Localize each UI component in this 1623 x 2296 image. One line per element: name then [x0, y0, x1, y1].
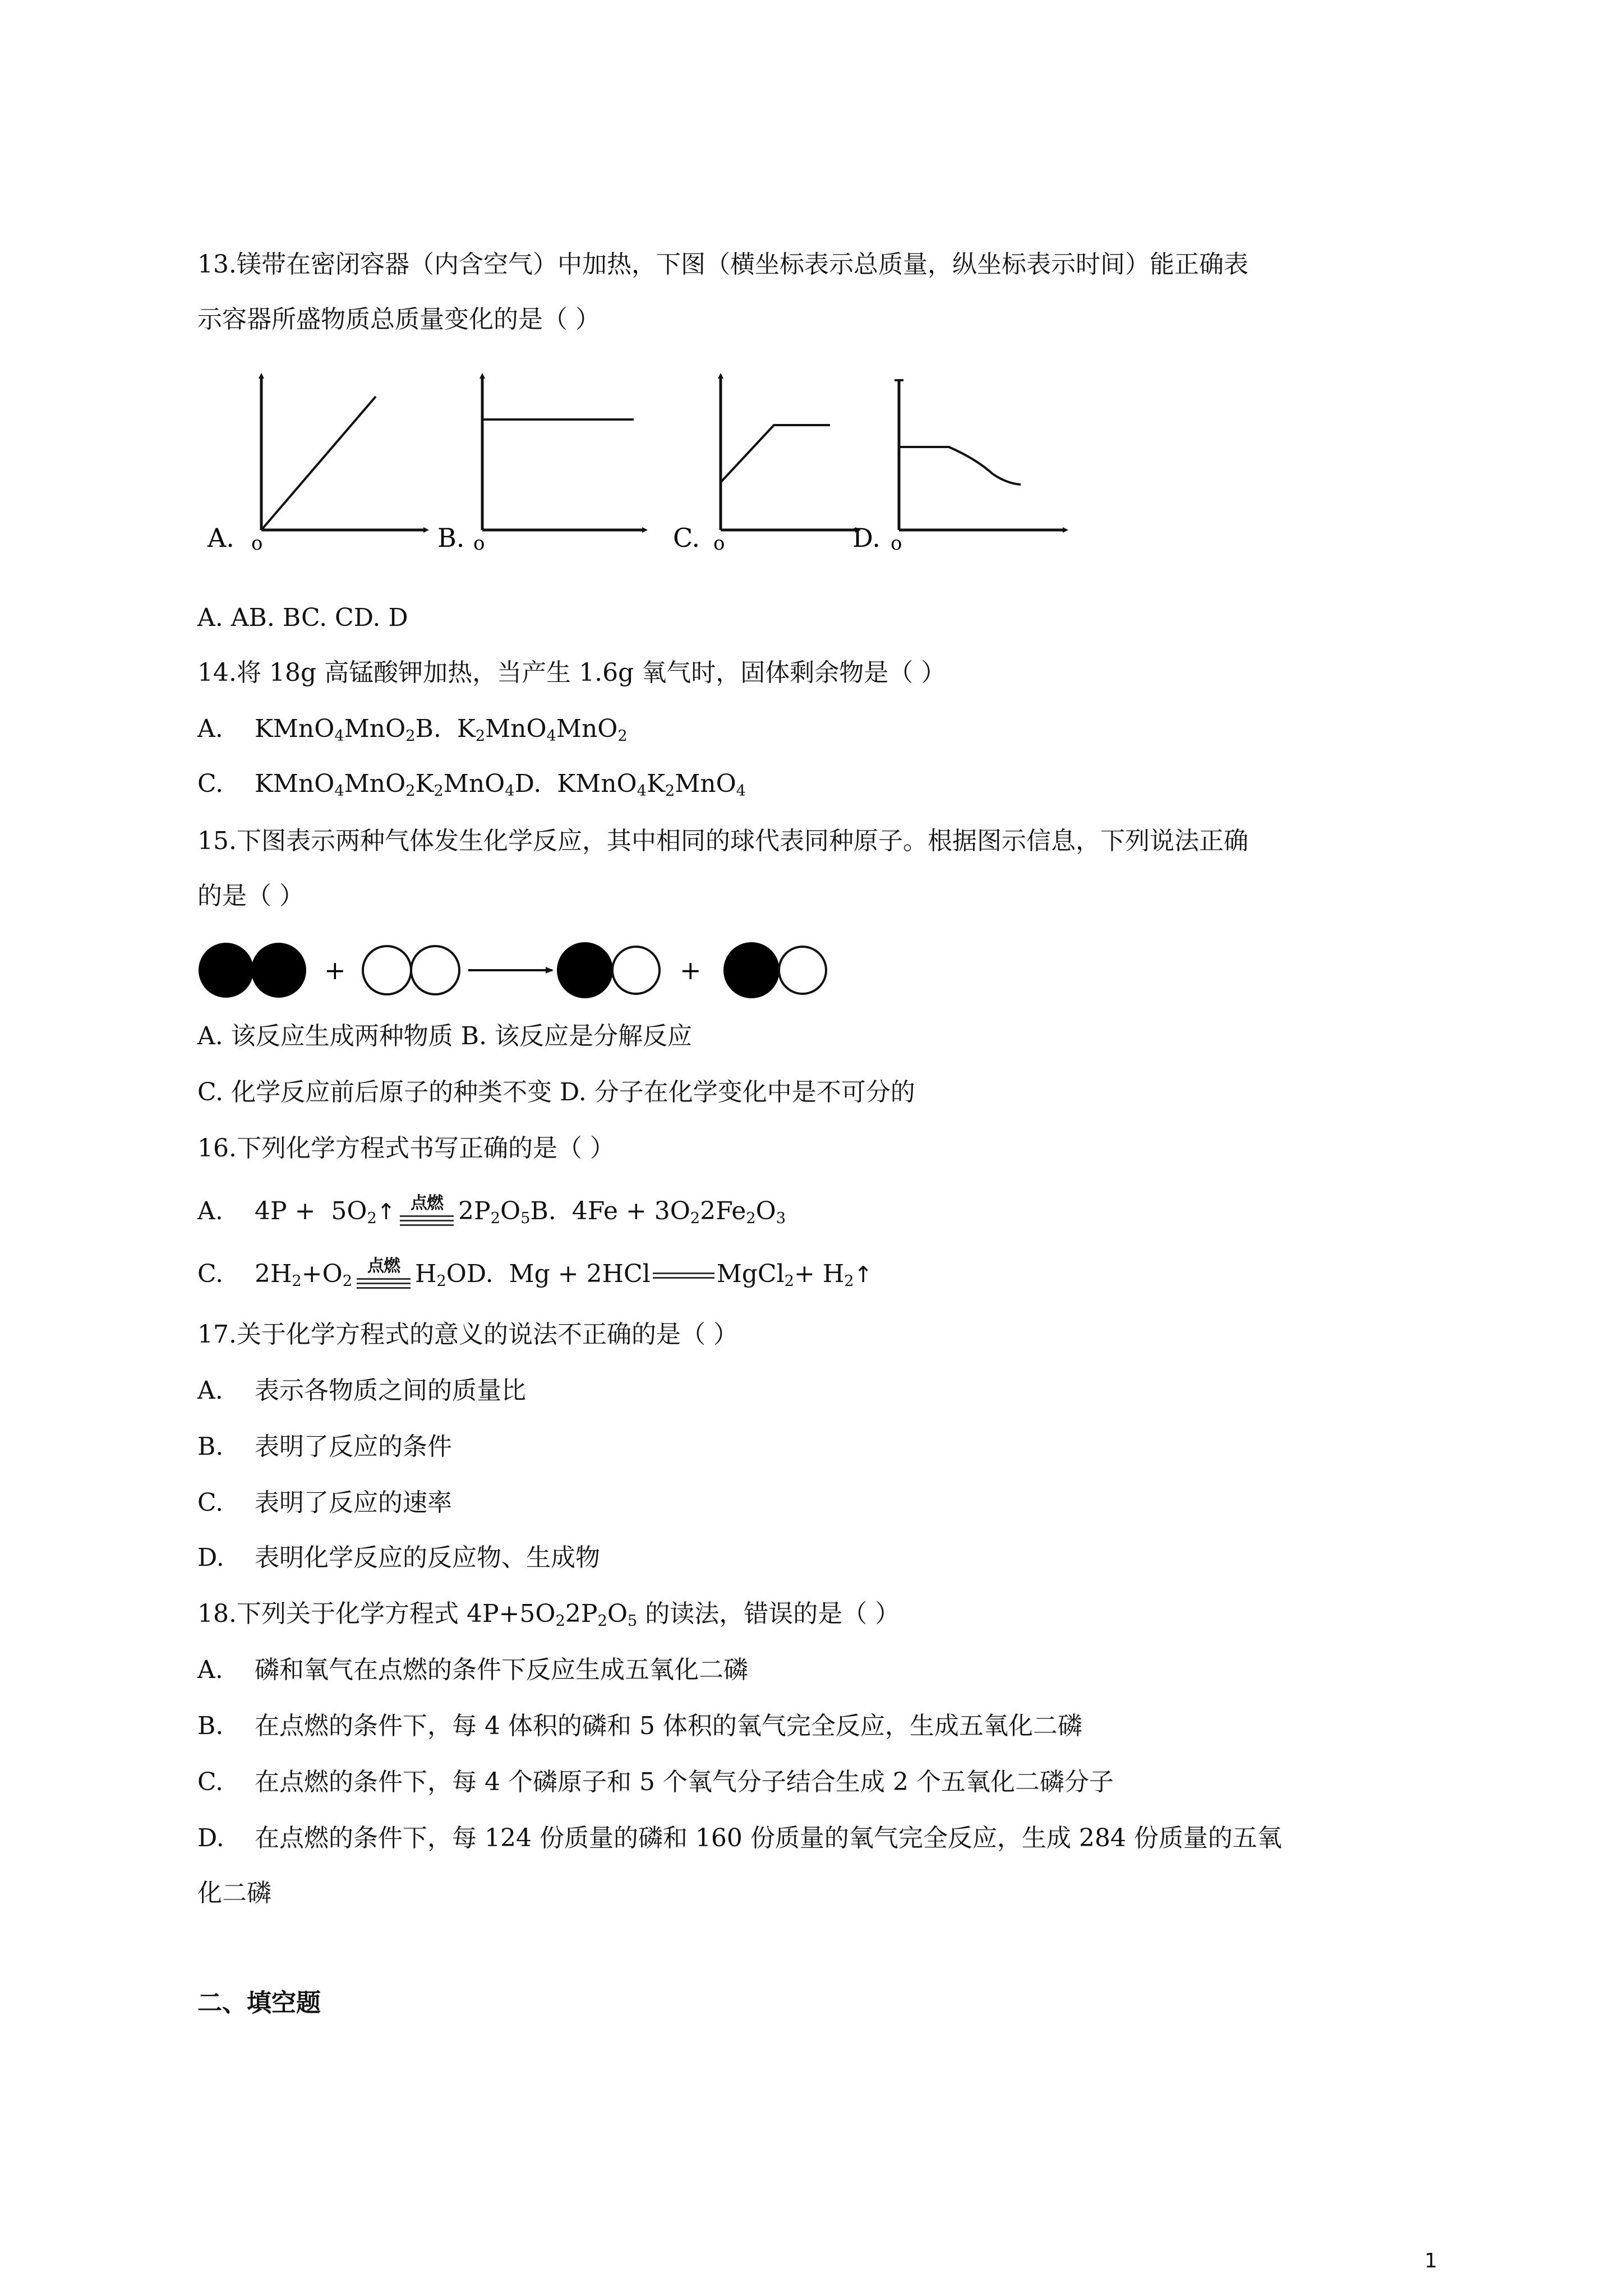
graph-a — [207, 376, 426, 555]
molecule-black-white-1 — [558, 943, 660, 997]
graph-d-origin: o — [891, 532, 902, 555]
q18-stem: 18.下列关于化学方程式 $4P+5O_22P_2O_5$ 的读法，错误的是（ ） — [197, 1599, 900, 1630]
graph-c — [673, 376, 858, 555]
q15-stem-line2: 的是（ ） — [197, 882, 304, 910]
q13-options: A. AB. BC. CD. D — [197, 603, 408, 632]
equals-sign — [653, 1270, 714, 1281]
q14-stem: 14.将 18g 高锰酸钾加热，当产生 1.6g 氧气时，固体剩余物是（ ） — [197, 658, 946, 687]
q17-option-d: D. 表明化学反应的反应物、生成物 — [197, 1543, 600, 1572]
graph-d — [852, 380, 1066, 555]
q18-option-a: A. 磷和氧气在点燃的条件下反应生成五氧化二磷 — [197, 1656, 748, 1684]
q17-option-a: A. 表示各物质之间的质量比 — [197, 1376, 526, 1405]
graph-b — [437, 376, 645, 555]
q18-option-d: D. 在点燃的条件下，每 124 份质量的磷和 160 份质量的氧气完全反应，生成 284 份质量的五氧 — [197, 1824, 1282, 1852]
graph-d-label: D. — [852, 523, 880, 553]
graph-c-origin: o — [713, 532, 725, 555]
q16-opt-a-label: A. — [197, 1197, 223, 1225]
q13-graphs — [191, 365, 1077, 561]
molecule-black-black — [200, 944, 305, 997]
molecule-white-white — [363, 946, 459, 994]
q14-opt-d-label: D. — [514, 769, 542, 798]
q16-stem: 16.下列化学方程式书写正确的是（ ） — [197, 1134, 615, 1163]
q16-options-cd: C. $2H_2+O_2$ 点燃 $H_2OD$. Mg + 2HCl MgCl$_2$+ $H_2↑$ — [197, 1257, 873, 1294]
q17-option-b: B. 表明了反应的条件 — [197, 1432, 452, 1461]
q18-option-c: C. 在点燃的条件下，每 4 个磷原子和 5 个氧气分子结合生成 2 个五氧化二磷分子 — [197, 1768, 1114, 1796]
q14-opt-c-label: C. — [197, 769, 224, 798]
q13-stem-line1: 13.镁带在密闭容器（内含空气）中加热，下图（横坐标表示总质量，纵坐标表示时间）能正确表 — [197, 250, 1248, 279]
graph-c-label: C. — [673, 523, 700, 553]
q18-option-b: B. 在点燃的条件下，每 4 体积的磷和 5 体积的氧气完全反应，生成五氧化二磷 — [197, 1712, 1082, 1740]
q13-stem-line2: 示容器所盛物质总质量变化的是（ ） — [197, 305, 600, 334]
q16-options-ab: A. $4P + 5O_2↑$ 点燃 $2P_2O_5B$. $4Fe + 3O_22Fe_2O_3$ — [197, 1195, 786, 1231]
q14-opt-b-label: B. — [415, 714, 441, 743]
section-title: 二、填空题 — [197, 1989, 321, 2017]
q18-option-d-cont: 化二磷 — [197, 1879, 271, 1907]
q14-options-ab: A. KMnO$_4$MnO$_2$B. $K_2MnO_4MnO_2$ — [197, 712, 628, 746]
graph-a-label: A. — [208, 523, 234, 553]
page-number: 1 — [1424, 2249, 1437, 2272]
q14-options-cd: C. $KMnO_4MnO_2K_2MnO_4D$. $KMnO_4K_2MnO_4$ — [197, 767, 746, 801]
reaction-condition-ignite: 点燃 — [399, 1195, 455, 1231]
q15-reaction-diagram — [191, 931, 852, 1009]
q15-options-cd: C. 化学反应前后原子的种类不变 D. 分子在化学变化中是不可分的 — [197, 1078, 915, 1106]
q17-stem: 17.关于化学方程式的意义的说法不正确的是（ ） — [197, 1320, 738, 1349]
q15-plus-1: + — [324, 955, 346, 985]
q16-opt-c-label: C. — [197, 1260, 224, 1288]
graph-b-origin: o — [473, 532, 485, 555]
graph-b-label: B. — [437, 523, 465, 553]
q15-plus-2: + — [680, 955, 702, 985]
q17-option-c: C. 表明了反应的速率 — [197, 1488, 452, 1517]
molecule-black-white-2 — [725, 943, 826, 997]
q14-opt-a-label: A. — [197, 714, 223, 743]
reaction-condition-ignite: 点燃 — [356, 1258, 412, 1294]
q15-options-ab: A. 该反应生成两种物质 B. 该反应是分解反应 — [197, 1022, 693, 1050]
q15-stem-line1: 15.下图表示两种气体发生化学反应，其中相同的球代表同种原子。根据图示信息，下列说法正确 — [197, 827, 1248, 855]
graph-a-origin: o — [251, 532, 263, 555]
